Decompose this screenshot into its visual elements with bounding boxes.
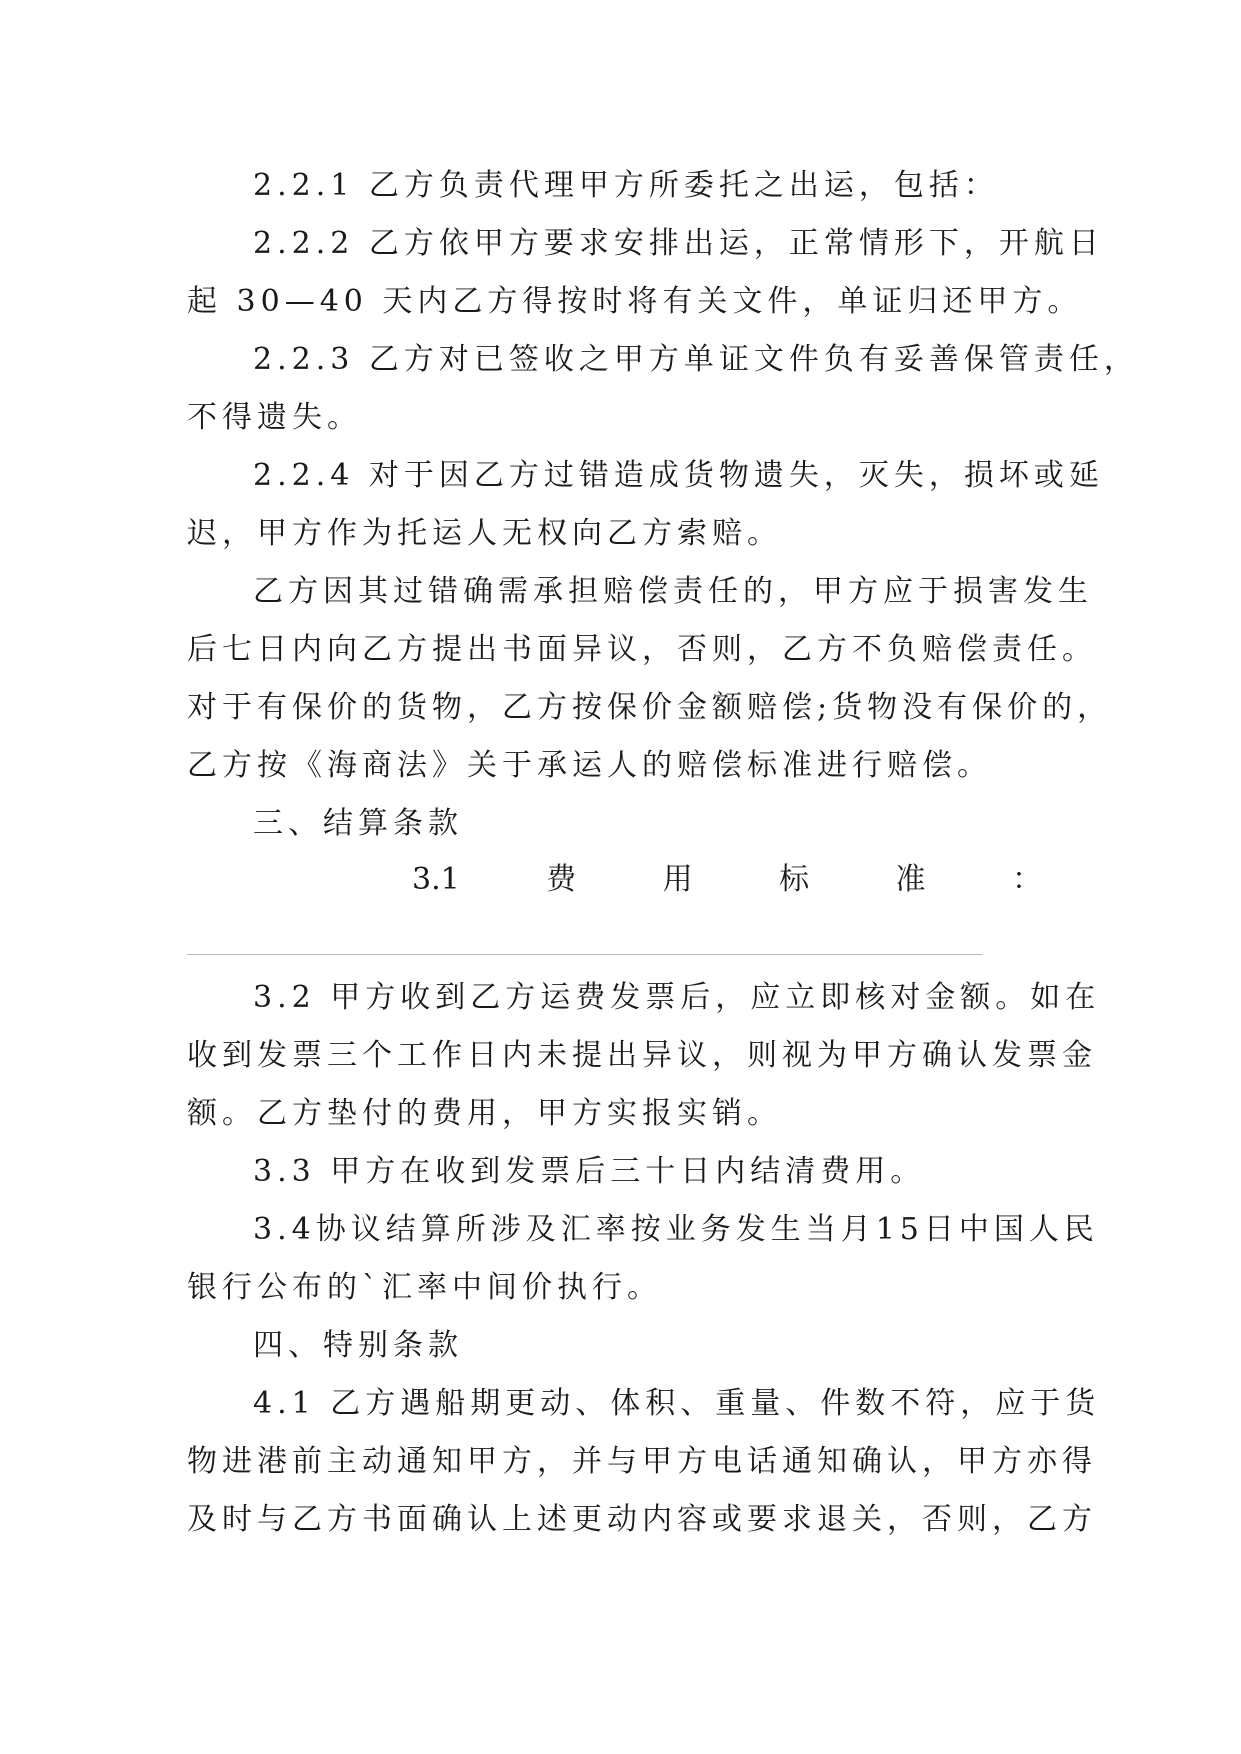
clause-2-2-4-cont: 迟，甲方作为托运人无权向乙方索赔。 (187, 516, 782, 551)
liability-paragraph-cont-3: 乙方按《海商法》关于承运人的赔偿标准进行赔偿。 (187, 748, 992, 783)
liability-paragraph-cont-2: 对于有保价的货物，乙方按保价金额赔偿;货物没有保价的， (187, 690, 1113, 725)
liability-paragraph: 乙方因其过错确需承担赔偿责任的，甲方应于损害发生 (253, 574, 1093, 609)
fee-standard-colon: ： (1011, 862, 1042, 897)
clause-3-1-fee-standard (412, 860, 1042, 900)
clause-3-4-cont: 银行公布的`汇率中间价执行。 (187, 1270, 662, 1305)
clause-4-1: 4.1 乙方遇船期更动、体积、重量、件数不符，应于货 (253, 1386, 1101, 1421)
fee-standard-char-1: 费 (546, 862, 577, 897)
clause-3-2: 3.2 甲方收到乙方运费发票后，应立即核对金额。如在 (253, 980, 1101, 1015)
section-heading-settlement: 三、结算条款 (253, 806, 463, 841)
clause-3-2-cont-1: 收到发票三个工作日内未提出异议，则视为甲方确认发票金 (187, 1038, 1097, 1073)
section-heading-special: 四、特别条款 (253, 1328, 463, 1363)
fee-standard-char-3: 标 (779, 862, 810, 897)
clause-3-3: 3.3 甲方在收到发票后三十日内结清费用。 (253, 1154, 926, 1189)
fee-standard-char-2: 用 (662, 862, 693, 897)
liability-paragraph-cont-1: 后七日内向乙方提出书面异议，否则，乙方不负赔偿责任。 (187, 632, 1097, 667)
clause-3-1-number: 3.1 (412, 862, 460, 897)
clause-2-2-3-cont: 不得遗失。 (187, 400, 362, 435)
clause-4-1-cont-1: 物进港前主动通知甲方，并与甲方电话通知确认，甲方亦得 (187, 1444, 1097, 1479)
clause-4-1-cont-2: 及时与乙方书面确认上述更动内容或要求退关，否则，乙方 (187, 1502, 1097, 1537)
fee-standard-char-4: 准 (895, 862, 926, 897)
clause-2-2-4: 2.2.4 对于因乙方过错造成货物遗失，灭失，损坏或延 (253, 458, 1104, 493)
clause-2-2-2-cont: 起 30—40 天内乙方得按时将有关文件，单证归还甲方。 (187, 284, 1083, 319)
clause-2-2-1: 2.2.1 乙方负责代理甲方所委托之出运，包括： (253, 168, 999, 203)
fee-blank-underline (187, 954, 982, 955)
clause-3-2-cont-2: 额。乙方垫付的费用，甲方实报实销。 (187, 1096, 782, 1131)
clause-2-2-2: 2.2.2 乙方依甲方要求安排出运，正常情形下，开航日 (253, 226, 1104, 261)
clause-2-2-3: 2.2.3 乙方对已签收之甲方单证文件负有妥善保管责任， (253, 342, 1139, 377)
clause-3-4: 3.4协议结算所涉及汇率按业务发生当月15日中国人民 (253, 1212, 1099, 1247)
